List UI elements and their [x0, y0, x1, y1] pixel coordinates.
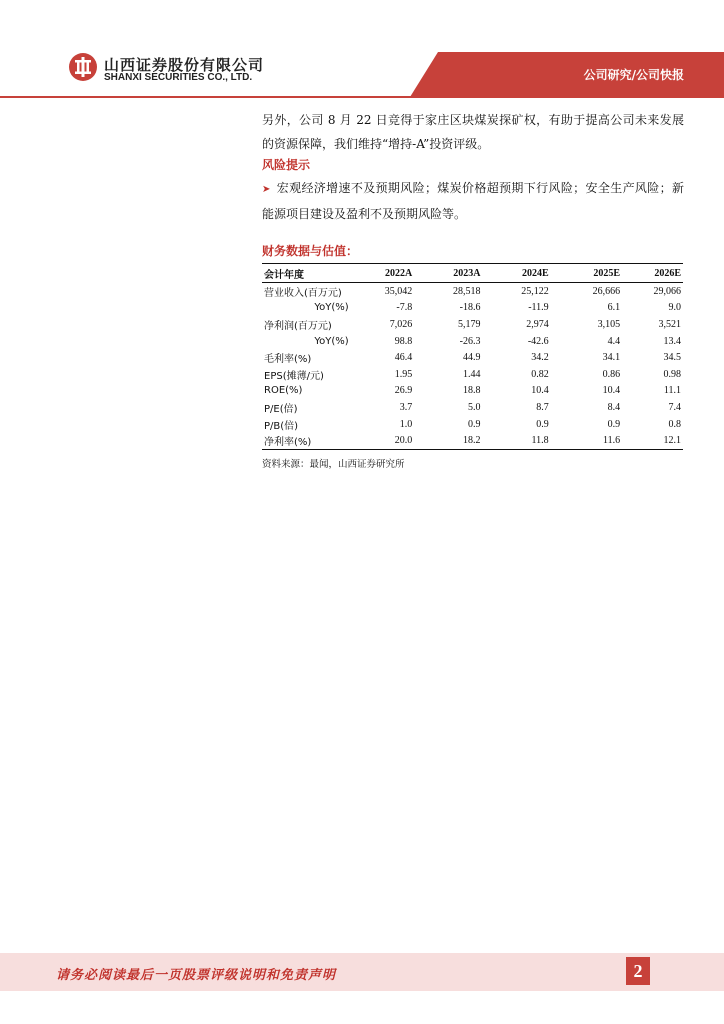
table-title: 财务数据与估值：	[262, 244, 359, 258]
table-cell: 26,666	[592, 285, 621, 297]
financial-table	[262, 263, 683, 450]
row-label: ROE(%)	[264, 385, 303, 397]
table-row	[262, 416, 683, 433]
table-cell: 7.4	[668, 401, 681, 413]
table-cell: 12.1	[622, 432, 683, 449]
table-row	[262, 383, 683, 400]
table-cell: 9.0	[668, 302, 681, 314]
row-label: YoY(%)	[314, 335, 349, 347]
row-label: 毛利率(%)	[264, 354, 312, 366]
table-cell: 3.7	[399, 401, 413, 413]
table-cell: 2,974	[526, 318, 549, 330]
table-cell: -26.3	[459, 335, 481, 347]
header-divider	[0, 96, 724, 98]
table-row	[262, 283, 683, 300]
section-label: 公司研究/公司快报	[583, 68, 684, 82]
table-cell: 34.2	[531, 352, 549, 364]
row-label: 营业收入(百万元)	[264, 287, 342, 299]
table-cell: 29,066	[653, 285, 681, 297]
risk-item	[262, 176, 684, 226]
table-row	[262, 366, 683, 383]
company-name-en: SHANXI SECURITIES CO., LTD.	[104, 72, 253, 83]
table-cell: 4.4	[607, 335, 621, 347]
table-cell: 25,122	[521, 285, 549, 297]
table-cell: 10.4	[602, 385, 621, 397]
table-row	[262, 333, 683, 350]
table-cell: 0.86	[602, 368, 621, 380]
table-cell: 0.9	[467, 418, 481, 430]
table-cell: 34.5	[663, 352, 681, 364]
table-cell: 28,518	[452, 285, 481, 297]
table-row	[262, 316, 683, 333]
table-cell: 13.4	[663, 335, 681, 347]
table-cell: 34.1	[602, 352, 621, 364]
page-number: 2	[626, 957, 650, 985]
table-cell: 0.9	[607, 418, 621, 430]
table-header-cell: 会计年度	[262, 264, 361, 283]
table-header-cell: 2023A	[414, 264, 482, 283]
row-label: 净利率(%)	[262, 432, 361, 449]
table-cell: 10.4	[531, 385, 549, 397]
table-header-cell: 2024E	[482, 264, 550, 283]
table-header-row	[262, 264, 683, 283]
table-cell: 35,042	[384, 285, 413, 297]
table-row	[262, 300, 683, 317]
table-cell: 0.98	[663, 368, 681, 380]
table-cell: 44.9	[462, 352, 481, 364]
table-header-cell: 2025E	[551, 264, 622, 283]
risk-text: 宏观经济增速不及预期风险；煤炭价格超预期下行风险；安全生产风险；新能源项目建设及盈利不及预期风险等。	[262, 181, 684, 221]
footer-disclaimer: 请务必阅读最后一页股票评级说明和免责声明	[56, 968, 337, 983]
table-cell: 0.9	[536, 418, 549, 430]
table-cell: -7.8	[396, 302, 413, 314]
company-logo-icon	[68, 52, 98, 82]
row-label: P/B(倍)	[264, 420, 299, 432]
table-cell: 8.7	[536, 401, 549, 413]
bullet-arrow-icon: ➤	[262, 184, 271, 195]
table-cell: 11.8	[482, 432, 550, 449]
table-cell: 3,105	[597, 318, 621, 330]
table-row	[262, 399, 683, 416]
table-cell: 18.2	[414, 432, 482, 449]
table-cell: -11.9	[528, 302, 549, 314]
table-cell: 0.82	[531, 368, 549, 380]
table-cell: 8.4	[607, 401, 621, 413]
row-label: 净利润(百万元)	[264, 320, 332, 332]
table-row	[262, 349, 683, 366]
table-cell: 1.44	[462, 368, 481, 380]
table-row	[262, 432, 683, 449]
table-cell: 5.0	[467, 401, 481, 413]
company-name-cn: 山西证券股份有限公司	[104, 56, 265, 74]
table-cell: 11.6	[551, 432, 622, 449]
table-header-cell: 2026E	[622, 264, 683, 283]
table-cell: 1.0	[399, 418, 413, 430]
table-cell: 11.1	[663, 385, 681, 397]
table-cell: 7,026	[389, 318, 413, 330]
table-cell: -18.6	[459, 302, 481, 314]
table-cell: 98.8	[394, 335, 413, 347]
table-cell: 46.4	[394, 352, 413, 364]
table-cell: 0.8	[668, 418, 681, 430]
risk-title: 风险提示	[262, 158, 311, 172]
table-cell: 1.95	[394, 368, 413, 380]
table-header-cell: 2022A	[361, 264, 415, 283]
row-label: EPS(摊薄/元)	[264, 370, 324, 382]
table-source: 资料来源：最闻，山西证券研究所	[262, 459, 405, 470]
table-cell: 18.8	[462, 385, 481, 397]
table-cell: 3,521	[658, 318, 681, 330]
table-cell: 26.9	[394, 385, 413, 397]
table-cell: 6.1	[607, 302, 621, 314]
row-label: P/E(倍)	[264, 403, 298, 415]
intro-paragraph: 另外，公司 8 月 22 日竞得于家庄区块煤炭探矿权，有助于提高公司未来发展的资源保障，我们维持“增持-A”投资评级。	[262, 113, 684, 151]
row-label: YoY(%)	[314, 302, 349, 314]
table-cell: -42.6	[527, 335, 549, 347]
table-cell: 5,179	[457, 318, 481, 330]
table-cell: 20.0	[361, 432, 415, 449]
